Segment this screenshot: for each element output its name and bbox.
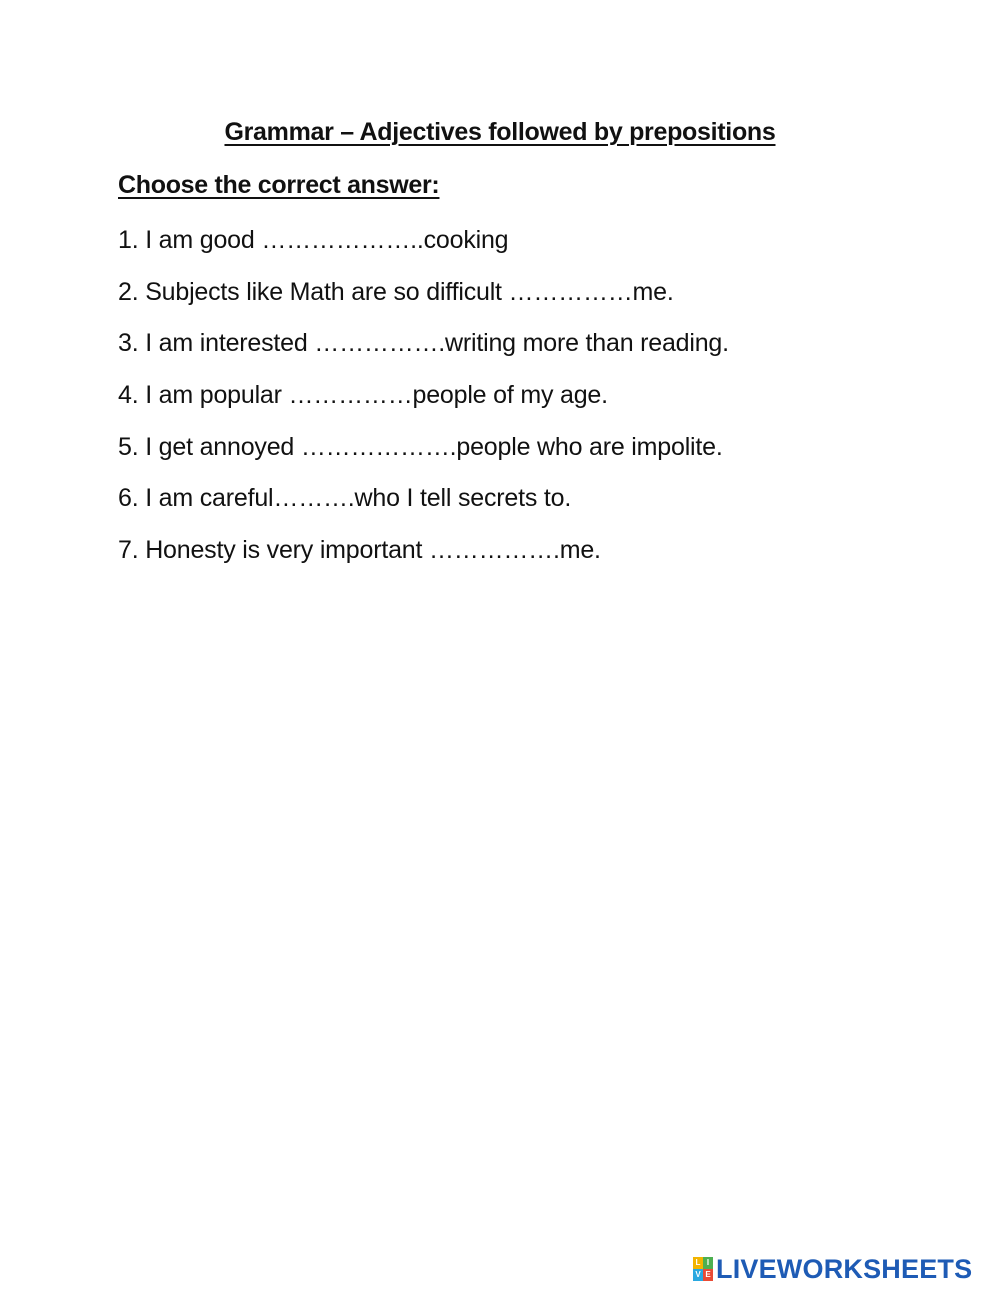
question-7: 7. Honesty is very important …………….me.: [118, 536, 601, 565]
question-4: 4. I am popular ……………people of my age.: [118, 381, 608, 410]
logo-cell-e: E: [703, 1269, 713, 1281]
logo-cell-i: I: [703, 1257, 713, 1269]
question-6: 6. I am careful……….who I tell secrets to.: [118, 484, 572, 513]
question-3: 3. I am interested …………….writing more than reading.: [118, 329, 729, 358]
logo-text: LIVEWORKSHEETS: [716, 1254, 973, 1284]
logo-mark-icon: [693, 1257, 713, 1281]
question-1: 1. I am good ………………..cooking: [118, 226, 509, 254]
question-list: [118, 224, 918, 586]
question-5: 5. I get annoyed ……………….people who are impolite.: [118, 432, 723, 461]
logo-cell-v: V: [693, 1269, 703, 1281]
instruction-heading: Choose the correct answer:: [118, 171, 440, 199]
question-2: 2. Subjects like Math are so difficult ……………me.: [118, 277, 674, 306]
logo-cell-l: L: [693, 1257, 703, 1269]
worksheet-title: Grammar – Adjectives followed by prepositions: [224, 118, 776, 146]
liveworksheets-logo: [693, 1254, 972, 1284]
